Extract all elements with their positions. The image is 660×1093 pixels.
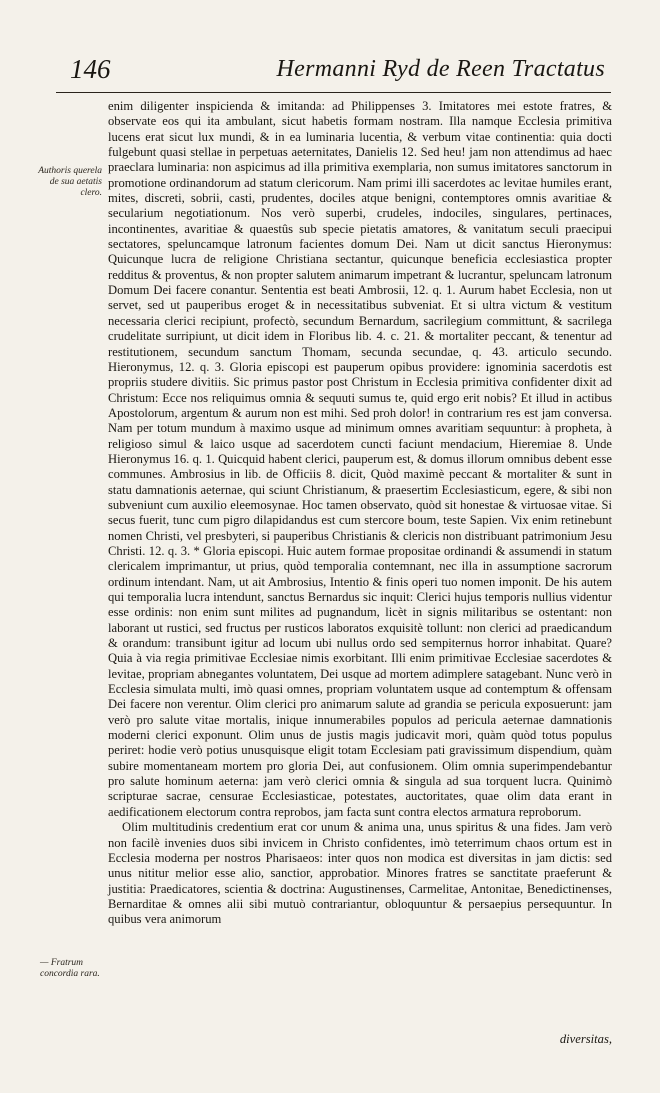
page-header [56,54,611,90]
page-number: 146 [70,54,111,84]
running-head: Hermanni Ryd de Reen Tractatus [276,56,605,82]
header-rule [56,92,611,93]
body-text [108,99,612,928]
marginal-note-fratrum-concordia: — Fratrum concordia rara. [40,958,100,979]
paragraph: enim diligenter inspicienda & imitanda: ad Philippenses 3. Imitatores mei estote fratres, & observate eos qui ita ambulant, sicut habetis formam nostram. Illa namque Ecclesia primitiva lucens erat sicut lux mundi, & in ea luminaria lucentia, & verbum vitae continentia: quia docti fulgebunt quasi stellae in perpetuas aeternitates, Danielis 12. Sed heu! jam non attendimus ad haec praeclara luminaria: non aspicimus ad illa primitiva exemplaria, non sumus imitatores sanctorum in promotione ordinandorum ad statum clericorum. Nam primi illi sacerdotes ac levitae humiles erant, mites, discreti, sobrii, casti, prudentes, dociles atque benigni, contemptores omnis avaritiae & secularium negotiationum. Nos verò superbi, crudeles, indociles, singulares, pertinaces, incontinentes, avaritiae & quaestûs sub specie pietatis amatores, & vanitatum seculi praecipui sectatores, speluncamque latronum facientes domum Dei. Nam ut dicit sanctus Hieronymus: Quicunque lucra de religione Christiana sectantur, quicunque beneficia ecclesiastica propter redditus & proventus, & non propter salutem animarum impetrant & lucrantur, speluncam latronum Domum Dei facere conantur. Sententia est beati Ambrosii, 12. q. 1. Aurum habet Ecclesia, non ut servet, sed ut pauperibus eroget & in necessitatibus subveniat. Et si ultra victum & vestitum necessaria clerici recipiunt, profectò, secundum Bernardum, sacrilegium committunt, & sacrilega crudelitate surripiunt, ut dicit idem in Floribus lib. 4. c. 21. & mortaliter peccant, & tenentur ad restitutionem, secundum sanctum Thomam, secunda secundae, q. 43. articulo secundo. Hieronymus, 12. q. 3. Gloria episcopi est pauperum opibus providere: ignominia sacerdotis est propriis studere divitiis. Sic primus pastor post Christum in Ecclesia primitiva confidenter dixit ad Christum: Ecce nos reliquimus omnia & sequuti sumus te, quid ergo erit nobis? Et illud in actibus Apostolorum, argentum & aurum non est mihi. Sed proh dolor! in contrarium res est jam conversa. Nam per totum mundum à maximo usque ad minimum omnes avaritiam sequuntur: à propheta, à religioso simul & laico usque ad sacerdotem cuncti faciunt mendacium, Hieremiae 8. Unde Hieronymus 16. q. 1. Quicquid habent clerici, pauperum est, & domus illorum omnibus debent esse communes. Ambrosius in lib. de Officiis 8. dicit, Quòd maximè peccant & mortaliter & sunt in statu damnationis aeternae, qui sciunt Christianum, & praesertim Ecclesiasticum, egere, & sibi non subveniunt cum auxilio eleemosynae. Hoc tamen observato, quòd sit honestae & virtuosae vitae. Si secus fuerit, tunc cum pigro dilapidandus est cum stercore boum, teste Sapien. Vix enim retinebunt nomen Christi, vel presbyteri, si pauperibus Christianis & clericis non distribuant patrimonium Jesu Christi. 12. q. 3. * Gloria episcopi. Huic autem formae propositae ordinandi & assumendi in statum clericalem imprimantur, ut prius, quòd temporalia contemnant, nec illa in assumptione sacrorum ordinum intendant. Nam, ut ait Ambrosius, Intentio & finis operi tuo nomen imponit. De his autem qui temporalia lucra intendunt, sanctus Bernardus sic inquit: Clerici hujus temporis nullius videntur esse ordinis: non enim sunt milites ad pugnandum, licèt in signis militaribus se ostentant: non laborant ut rustici, sed fructus per rusticos laboratos exquisitè tollunt: non clerici ad praedicandum & orandum: transibunt igitur ad locum ubi nullus ordo sed sempiternus horror inhabitat. Quare? Quia à via regia primitivae Ecclesiae nimis exorbitant. Illi enim primitivae Ecclesiae sacerdotes & levitae, propriam abnegantes voluntatem, Dei usque ad mortem adimplere satagebant. Nunc verò in Ecclesia simulata multi, imò quasi omnes, propriam voluntatem usque ad contemptum & offensam Dei facere non verentur. Olim clerici pro animarum salute ad grandia se pericula exposuerunt: jam verò pro salute vitae mortalis, inique innumerabiles populos ad pericula aeternae damnationis moderni clerici exponunt. Olim unus de justis magis judicavit mori, quàm quòd totus populus periret: hodie verò potius unusquisque eligit totam Ecclesiam pati gravissimum dispendium, quàm subire momentaneam mortem pro gloria Dei, aut confusionem. Olim omnia superimpendebantur pro salute hominum aeterna: jam verò clerici omnia & singula ad sua torquent lucra. Quinimò scripturae sacrae, censurae Ecclesiasticae, potestates, auctoritates, quae olim data erant in aedificationem electorum contra reprobos, jam facta sunt contra electos armatura reproborum. [108,99,612,819]
paragraph: Olim multitudinis credentium erat cor unum & anima una, unus spiritus & una fides. Jam verò non facilè invenies duos sibi invicem in Christo confidentes, imò teterrimum chaos ortum est in Ecclesia moderna per nostros Pharisaeos: inter quos non modica est diversitas in jam dictis: sed unus nititur melior esse alio, sanctior, approbatior. Minores fratres se sanctitate praeferunt & justitia: Praedicatores, scientia & doctrina: Augustinenses, Carmelitae, Antonitae, Benedictinenses, Bernarditae & omnes alii sibi mutuò contrariantur, obloquuntur & persaepius persequuntur. In quibus vera animorum [108,820,612,927]
catchword: diversitas, [559,1032,612,1046]
marginal-note-author-complaint: Authoris querela de sua aetatis clero. [38,166,102,198]
